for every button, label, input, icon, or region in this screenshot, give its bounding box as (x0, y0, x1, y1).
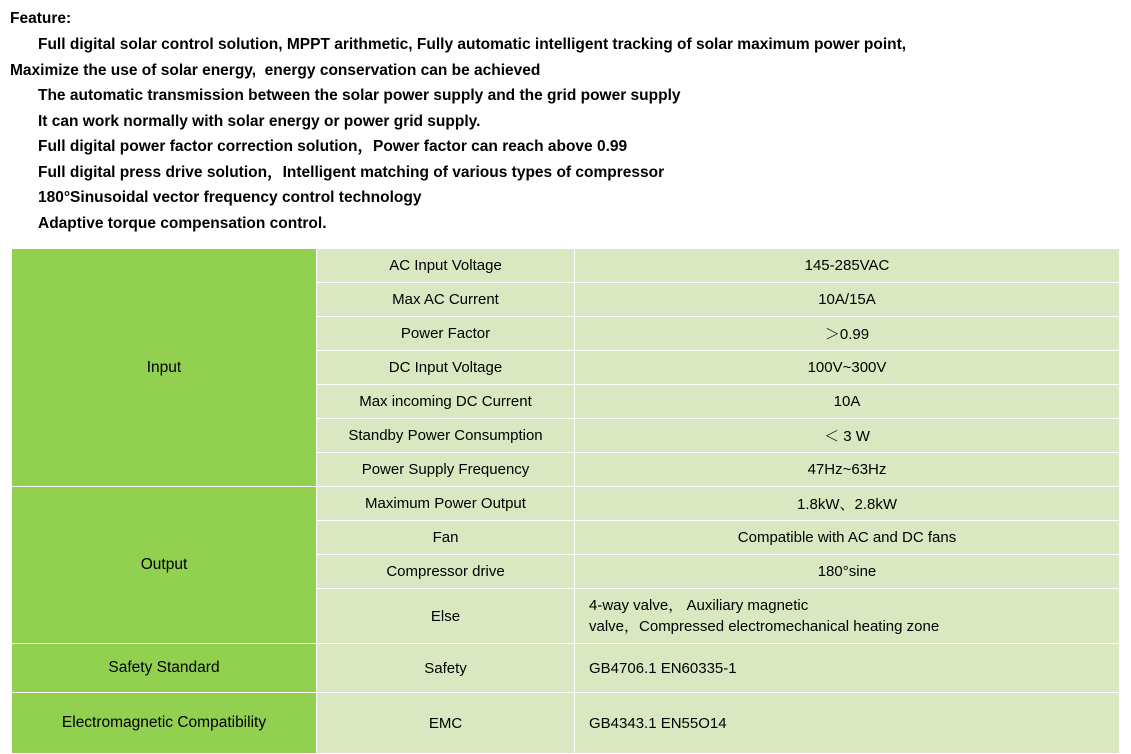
feature-line-6: Full digital press drive solution，Intelligent matching of various types of compressor (38, 163, 665, 181)
category-safety-standard: Safety Standard (12, 644, 317, 693)
feature-line-4: It can work normally with solar energy or power grid supply. (38, 112, 481, 130)
item-label: EMC (317, 693, 575, 754)
item-value (575, 589, 1120, 644)
item-value: Compatible with AC and DC fans (575, 521, 1120, 555)
item-value-line1: 4-way valve， Auxiliary magnetic (589, 597, 809, 614)
item-value: GB4343.1 EN55O14 (575, 693, 1120, 754)
item-label: Standby Power Consumption (317, 419, 575, 453)
category-emc: Electromagnetic Compatibility (12, 693, 317, 754)
item-value: 10A (575, 385, 1120, 419)
item-value: ＜ 3 W (575, 419, 1120, 453)
item-label: Max incoming DC Current (317, 385, 575, 419)
table-row (12, 249, 1120, 283)
item-label: Fan (317, 521, 575, 555)
specification-table (11, 248, 1120, 754)
feature-line-8: Adaptive torque compensation control. (38, 214, 327, 232)
item-label: Safety (317, 644, 575, 693)
item-label: Max AC Current (317, 283, 575, 317)
item-value: 47Hz~63Hz (575, 453, 1120, 487)
feature-heading: Feature: (10, 10, 72, 27)
table-row (12, 487, 1120, 521)
item-label: Compressor drive (317, 555, 575, 589)
feature-line-1: Full digital solar control solution, MPPT arithmetic, Fully automatic intelligent tracking of solar maximum power point, (38, 36, 907, 53)
table-row (12, 644, 1120, 693)
item-label: Power Factor (317, 317, 575, 351)
feature-line-5: Full digital power factor correction solution，Power factor can reach above 0.99 (38, 138, 628, 155)
item-value: 145-285VAC (575, 249, 1120, 283)
item-label: Power Supply Frequency (317, 453, 575, 487)
item-value: ＞0.99 (575, 317, 1120, 351)
item-label: DC Input Voltage (317, 351, 575, 385)
table-row (12, 693, 1120, 754)
item-label: Maximum Power Output (317, 487, 575, 521)
category-output: Output (12, 487, 317, 644)
feature-line-7: 180°Sinusoidal vector frequency control technology (38, 189, 422, 206)
feature-line-3: The automatic transmission between the solar power supply and the grid power supply (38, 87, 681, 104)
item-label: AC Input Voltage (317, 249, 575, 283)
item-value: 180°sine (575, 555, 1120, 589)
item-value: 1.8kW、2.8kW (575, 487, 1120, 521)
item-label: Else (317, 589, 575, 644)
category-input: Input (12, 249, 317, 487)
feature-section (0, 0, 1131, 236)
item-value: GB4706.1 EN60335-1 (575, 644, 1120, 693)
item-value: 100V~300V (575, 351, 1120, 385)
item-value: 10A/15A (575, 283, 1120, 317)
feature-line-2: Maximize the use of solar energy, energy conservation can be achieved (10, 61, 541, 79)
item-value-line2: valve，Compressed electromechanical heating zone (589, 618, 940, 635)
